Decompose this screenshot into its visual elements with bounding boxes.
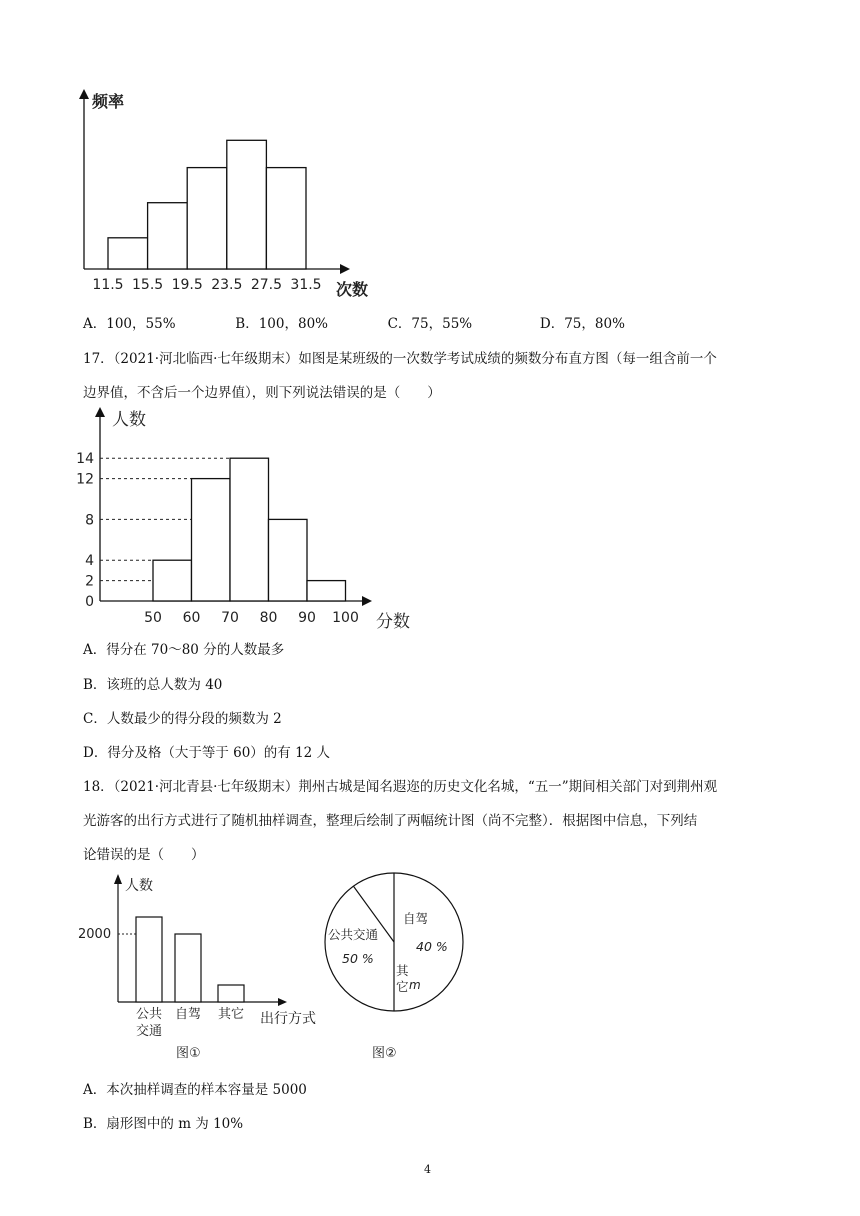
chart-travel-pie <box>318 865 478 1065</box>
chart2-ytick-14: 14 <box>76 451 94 468</box>
q16-option-b: B．100，80% <box>235 316 328 332</box>
chart2-ytick-12: 12 <box>76 471 94 488</box>
chart3-category-2: 其它 <box>217 1007 245 1022</box>
chart3-category-1: 自驾 <box>174 1007 202 1022</box>
chart3-ylabel: 人数 <box>125 878 153 894</box>
q18-stem-line3: 论错误的是（ ） <box>83 847 205 863</box>
chart1-xtick-15.5: 15.5 <box>132 277 164 293</box>
chart3-bar-2 <box>218 985 244 1002</box>
chart1-xtick-19.5: 19.5 <box>171 277 203 293</box>
chart2-bar-2 <box>230 458 269 601</box>
chart2-ytick-0: 0 <box>85 594 94 610</box>
chart3-xlabel: 出行方式 <box>260 1011 316 1027</box>
chart3-category-0-line1: 公共 <box>135 1007 163 1022</box>
q16-option-c: C．75，55% <box>387 316 473 332</box>
chart3-bar-1 <box>175 934 201 1002</box>
chart2-bar-1 <box>192 479 231 601</box>
q17-option-c: C．人数最少的得分段的频数为 2 <box>83 711 282 727</box>
q18-stem-line1: 18．（2021·河北青县·七年级期末）荆州古城是闻名遐迩的历史文化名城，“五一”期间相关部门对到荆州观 <box>83 779 718 795</box>
q17-option-a: A．得分在 70～80 分的人数最多 <box>83 642 285 658</box>
chart3-category-0-line2: 交通 <box>135 1024 163 1039</box>
chart2-xtick-100: 100 <box>332 610 359 626</box>
chart2-xtick-60: 60 <box>182 610 201 626</box>
q17-option-b: B．该班的总人数为 40 <box>83 677 223 693</box>
chart1-xtick-11.5: 11.5 <box>92 277 124 293</box>
pie-label-drive: 自驾 <box>403 911 429 926</box>
chart1-xlabel: 次数 <box>336 280 369 299</box>
pie-label-public: 公共交通 <box>328 927 379 942</box>
q17-option-d: D．得分及格（大于等于 60）的有 12 人 <box>83 745 331 761</box>
q18-stem-line2: 光游客的出行方式进行了随机抽样调查，整理后绘制了两幅统计图（尚不完整）．根据图中信息，下列结 <box>83 813 698 829</box>
chart2-bar-0 <box>153 560 192 601</box>
chart2-xlabel: 分数 <box>376 612 410 630</box>
chart1-bar-3 <box>227 140 267 269</box>
chart2-xtick-70: 70 <box>221 610 239 626</box>
chart-travel-bar <box>70 870 340 1065</box>
chart-score-histogram <box>70 405 430 630</box>
chart1-bar-2 <box>187 168 227 269</box>
chart1-xtick-31.5: 31.5 <box>290 277 322 293</box>
q16-option-a: A．100，55% <box>83 316 176 332</box>
chart3-ytick-2000: 2000 <box>78 927 112 942</box>
q18-option-b: B．扇形图中的 m 为 10% <box>83 1116 244 1132</box>
chart4-caption: 图② <box>372 1046 397 1061</box>
chart2-xtick-50: 50 <box>144 610 162 626</box>
chart1-bar-1 <box>148 203 188 269</box>
chart3-caption: 图① <box>176 1046 201 1061</box>
chart-frequency-histogram <box>70 85 390 305</box>
chart2-ytick-2: 2 <box>85 573 94 590</box>
q16-option-d: D．75，80% <box>539 316 625 332</box>
chart2-xtick-80: 80 <box>259 610 278 626</box>
chart3-bar-0 <box>136 917 162 1002</box>
pie-label-other-1: 其 <box>396 963 409 978</box>
chart1-ylabel: 频率 <box>92 92 125 111</box>
pie-label-other-2: 它 <box>396 979 409 994</box>
chart1-bar-4 <box>266 168 306 269</box>
q16-options <box>83 314 823 334</box>
chart2-xtick-90: 90 <box>298 610 316 626</box>
pie-value-other: m <box>409 978 421 992</box>
chart2-bar-3 <box>269 519 308 601</box>
q18-option-a: A．本次抽样调查的样本容量是 5000 <box>83 1082 307 1098</box>
pie-value-public: 50 % <box>342 951 374 966</box>
chart2-ytick-8: 8 <box>85 512 94 529</box>
page-number: 4 <box>424 1163 431 1176</box>
q17-stem-line1: 17．（2021·河北临西·七年级期末）如图是某班级的一次数学考试成绩的频数分布直方图（每一组含前一个 <box>83 351 717 367</box>
q17-stem-line2: 边界值，不含后一个边界值），则下列说法错误的是（ ） <box>83 385 441 401</box>
chart2-ylabel: 人数 <box>112 410 146 430</box>
chart2-bar-4 <box>307 581 346 601</box>
chart1-xtick-27.5: 27.5 <box>250 277 282 293</box>
chart2-ytick-4: 4 <box>85 553 94 570</box>
chart1-xtick-23.5: 23.5 <box>211 277 243 293</box>
chart1-bar-0 <box>108 238 148 269</box>
pie-value-drive: 40 % <box>416 939 448 954</box>
